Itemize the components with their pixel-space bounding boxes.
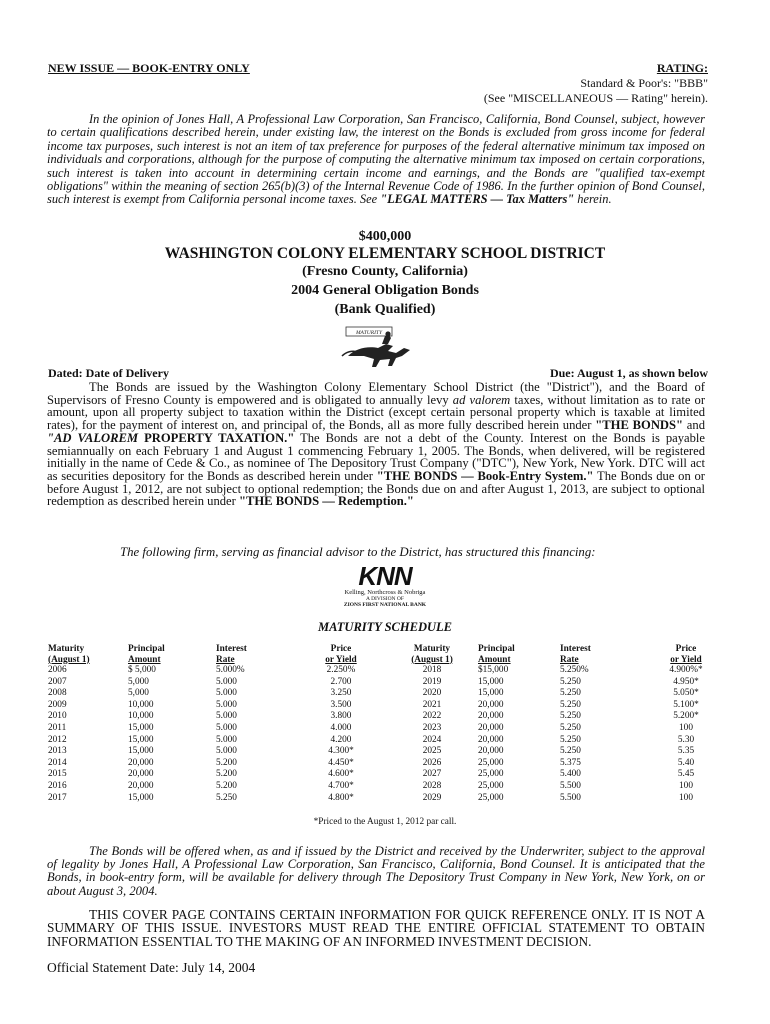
ref-redemption: "THE BONDS — Redemption." [238, 494, 414, 509]
table-cell: 4.300* [328, 746, 354, 757]
table-cell: 4.600* [328, 769, 354, 780]
table-cell: 5.250 [560, 699, 581, 710]
table-cell: 2018 [422, 665, 442, 675]
table-cell: 5.30 [677, 734, 695, 745]
county-name: (Fresno County, California) [302, 264, 468, 279]
table-cell: 2.250% [326, 665, 356, 675]
table-cell: 20,000 [478, 746, 504, 757]
table-cell: 25,000 [478, 792, 504, 803]
table-cell: 4.950* [673, 676, 699, 687]
table-cell: 5.100* [673, 699, 699, 710]
column-header: Interest Rate [560, 644, 591, 665]
table-cell: 4.200 [330, 734, 352, 745]
table-cell: 2015 [48, 769, 67, 780]
table-cell: 5.250 [560, 722, 581, 733]
table-cell: 2020 [422, 688, 442, 699]
table-cell: 5.200* [673, 711, 699, 722]
body-text-3: and [683, 418, 705, 433]
table-row [48, 688, 726, 700]
table-cell: 15,000 [128, 746, 154, 757]
table-row [48, 735, 726, 747]
table-cell: 15,000 [128, 792, 154, 803]
table-cell: 20,000 [478, 722, 504, 733]
table-cell: 2024 [422, 734, 442, 745]
table-cell: 5.250 [216, 792, 237, 803]
table-cell: 2017 [48, 792, 67, 803]
table-cell: 2019 [422, 676, 442, 687]
table-cell: 5.400 [560, 769, 581, 780]
table-cell: 2025 [422, 746, 442, 757]
table-cell: 100 [679, 722, 693, 733]
table-cell: 4.800* [328, 792, 354, 803]
table-cell: 2006 [48, 665, 67, 675]
table-cell: 2009 [48, 699, 67, 710]
table-cell: 10,000 [128, 699, 154, 710]
table-cell: 5.250 [560, 734, 581, 745]
table-cell: 4.900%* [669, 665, 703, 675]
cover-page-notice [47, 908, 705, 948]
opinion-reference: "LEGAL MATTERS — Tax Matters" [380, 192, 575, 207]
table-cell: 5.250 [560, 676, 581, 687]
table-cell: 5.500 [560, 792, 581, 803]
table-cell: 2028 [422, 780, 442, 791]
body-text-5: The Bonds due on or before August 1, 2012, are not subject to optional redemption; the Bonds due on and after August 1, 2013, are subject to optional redemption as described herein under [47, 468, 705, 509]
opinion-text-2: herein. [574, 192, 612, 207]
opinion-text-1: In the opinion of Jones Hall, A Professional Law Corporation, San Francisco, California, Bond Counsel, subject, however to certain qualifications described herein, under existing law, the interest on the Bonds is excluded from gross income for federal income tax purposes, such interest is not an item of tax preference for purposes of the federal alternative minimum tax imposed on individuals and corporations, although for the purpose of computing the alternative minimum tax imposed on certain corporations, such interest is taken into account in determining certain income and earnings, and the Bonds are "qualified tax-exempt obligations" within the meaning of section 265(b)(3) of the Internal Revenue Code of 1986. In the further opinion of Bond Counsel, such interest is exempt from California personal income taxes. See [47, 112, 705, 207]
table-cell: 2.700 [330, 676, 352, 687]
cover-notice-text: THIS COVER PAGE CONTAINS CERTAIN INFORMATION FOR QUICK REFERENCE ONLY. IT IS NOT A SUMMARY OF THIS ISSUE. INVESTORS MUST READ THE ENTIRE OFFICIAL STATEMENT TO OBTAIN INFORMATION ESSENTIAL TO THE MAKING OF AN INFORMED INVESTMENT DECISION. [47, 907, 705, 949]
table-cell: 2011 [48, 722, 67, 733]
table-cell: 2027 [422, 769, 442, 780]
ref-the-bonds: "THE BONDS" [595, 418, 684, 433]
table-cell: 2012 [48, 734, 67, 745]
knn-line-1: Kelling, Northcross & Nobriga [344, 589, 426, 596]
table-cell: 2010 [48, 711, 67, 722]
official-statement-date: Official Statement Date: July 14, 2004 [47, 960, 256, 975]
table-cell: 2014 [48, 757, 67, 768]
bond-series: 2004 General Obligation Bonds [291, 283, 479, 298]
table-row [48, 769, 726, 781]
body-ad-valorem: ad valorem [452, 392, 511, 407]
column-header: Interest Rate [216, 644, 247, 665]
table-cell: 5.000 [216, 711, 237, 722]
table-cell: 5.000 [216, 699, 237, 710]
district-name: WASHINGTON COLONY ELEMENTARY SCHOOL DISTRICT [164, 245, 606, 262]
table-header-row [48, 644, 726, 665]
body-text-1: The Bonds are issued by the Washington Colony Elementary School District (the "District"), and the Board of Supervisors of Fresno County is empowered and is obligated to annually levy [47, 380, 705, 407]
price-footnote: *Priced to the August 1, 2012 par call. [313, 817, 457, 827]
table-cell: 2008 [48, 688, 67, 699]
table-cell: 20,000 [478, 699, 504, 710]
table-cell: 5.250 [560, 746, 581, 757]
table-cell: 3.500 [330, 699, 352, 710]
table-cell: 5,000 [128, 688, 149, 699]
table-cell: 5.375 [560, 757, 581, 768]
pony-express-emblem [338, 326, 432, 375]
due-date: Due: August 1, as shown below [549, 366, 708, 380]
financial-advisor-note: The following firm, serving as financial advisor to the District, has structured this financing: [120, 545, 596, 559]
table-cell: 2029 [422, 792, 442, 803]
table-cell: 4.000 [330, 722, 352, 733]
table-cell: 100 [679, 792, 693, 803]
issue-amount: $400,000 [358, 229, 412, 244]
table-cell: 5.000 [216, 688, 237, 699]
knn-logo [0, 563, 770, 608]
table-cell: 20,000 [478, 734, 504, 745]
table-cell: 20,000 [128, 757, 154, 768]
rating-block [484, 61, 708, 106]
knn-line-3: ZIONS FIRST NATIONAL BANK [343, 602, 427, 608]
bond-counsel-opinion [47, 113, 705, 207]
table-cell: 25,000 [478, 769, 504, 780]
body-text-2: taxes, without limitation as to rate or amount, upon all property subject to taxation within the District (except certain personal property which is taxable at limited rates), for the payment of interest on, and principal of, the Bonds, all as more fully described herein under [47, 392, 706, 433]
column-header: Maturity (August 1) [48, 644, 90, 665]
table-cell: 5.200 [216, 769, 237, 780]
knn-line-2: A DIVISION OF [366, 596, 404, 602]
table-row [48, 781, 726, 793]
table-cell: 15,000 [128, 734, 154, 745]
table-cell: 5.250% [560, 665, 589, 675]
table-cell: 4.450* [328, 757, 354, 768]
table-cell: 5.200 [216, 757, 237, 768]
table-cell: 20,000 [128, 769, 154, 780]
bank-qualified: (Bank Qualified) [334, 302, 436, 317]
table-cell: 5.45 [677, 769, 695, 780]
table-cell: 2022 [422, 711, 442, 722]
table-cell: 2007 [48, 676, 67, 687]
table-cell: 3.800 [330, 711, 352, 722]
ref-ad-valorem-b: PROPERTY TAXATION." [138, 430, 295, 445]
column-header: Principal Amount [478, 644, 515, 665]
table-cell: 100 [679, 780, 693, 791]
table-row [48, 746, 726, 758]
table-row [48, 677, 726, 689]
table-cell: 5.200 [216, 780, 237, 791]
column-header: Price or Yield [325, 644, 357, 665]
offering-text: The Bonds will be offered when, as and if issued by the District and received by the Underwriter, subject to the approval of legality by Jones Hall, A Professional Law Corporation, San Francisco, California, Bond Counsel. It is anticipated that the Bonds, in book-entry form, will be available for delivery through The Depository Trust Company in New York, New York, on or about August 3, 2004. [47, 844, 705, 898]
table-cell: 2026 [422, 757, 442, 768]
table-row [48, 711, 726, 723]
knn-logo-text: KNN [358, 561, 412, 591]
offering-paragraph [47, 845, 705, 898]
table-row [48, 723, 726, 735]
body-text-4: The Bonds are not a debt of the County. Interest on the Bonds is payable semiannually on each February 1 and August 1 commencing February 1, 2005. The Bonds, when delivered, will be registered initially in the name of Cede & Co., as nominee of The Depository Trust Company ("DTC"), New York, New York. DTC will act as securities depository for the Bonds as described herein under [47, 430, 705, 483]
table-cell: 25,000 [478, 780, 504, 791]
emblem-label: MATURITY [355, 330, 383, 336]
table-cell: $15,000 [478, 665, 509, 675]
table-cell: 15,000 [478, 688, 504, 699]
table-cell: 2013 [48, 746, 67, 757]
table-cell: 5.500 [560, 780, 581, 791]
table-cell: 20,000 [128, 780, 154, 791]
rating-note: (See "MISCELLANEOUS — Rating" herein). [483, 91, 708, 105]
table-cell: 2016 [48, 780, 67, 791]
issue-type: NEW ISSUE — BOOK-ENTRY ONLY [48, 61, 250, 75]
rating-label: RATING: [656, 61, 708, 75]
table-cell: 5.250 [560, 688, 581, 699]
column-header: Price or Yield [670, 644, 702, 665]
table-cell: 2023 [422, 722, 442, 733]
table-cell: 20,000 [478, 711, 504, 722]
bonds-description [47, 381, 705, 508]
table-cell: 10,000 [128, 711, 154, 722]
ref-book-entry: "THE BONDS — Book-Entry System." [376, 468, 594, 483]
table-cell: $ 5,000 [128, 665, 156, 675]
table-cell: 5.000% [216, 665, 245, 675]
table-cell: 5.000 [216, 676, 237, 687]
ref-ad-valorem-a: "AD VALOREM [47, 430, 139, 445]
table-row [48, 758, 726, 770]
column-header: Maturity (August 1) [411, 644, 453, 665]
table-cell: 5.000 [216, 722, 237, 733]
table-cell: 5.000 [216, 734, 237, 745]
table-cell: 3.250 [330, 688, 352, 699]
table-cell: 5.250 [560, 711, 581, 722]
table-body [48, 665, 726, 804]
table-cell: 25,000 [478, 757, 504, 768]
rating-value: Standard & Poor's: "BBB" [580, 76, 708, 90]
dated-date: Dated: Date of Delivery [48, 366, 169, 380]
table-cell: 5.000 [216, 746, 237, 757]
column-header: Principal Amount [128, 644, 165, 665]
table-cell: 5.050* [673, 688, 699, 699]
table-cell: 15,000 [478, 676, 504, 687]
table-row [48, 700, 726, 712]
table-row [48, 665, 726, 677]
table-row [48, 793, 726, 805]
table-cell: 15,000 [128, 722, 154, 733]
maturity-schedule-table [48, 644, 726, 804]
table-cell: 5.35 [677, 746, 695, 757]
table-cell: 2021 [422, 699, 442, 710]
table-cell: 5,000 [128, 676, 149, 687]
table-cell: 4.700* [328, 780, 354, 791]
table-cell: 5.40 [677, 757, 695, 768]
maturity-schedule-title: MATURITY SCHEDULE [318, 620, 452, 634]
